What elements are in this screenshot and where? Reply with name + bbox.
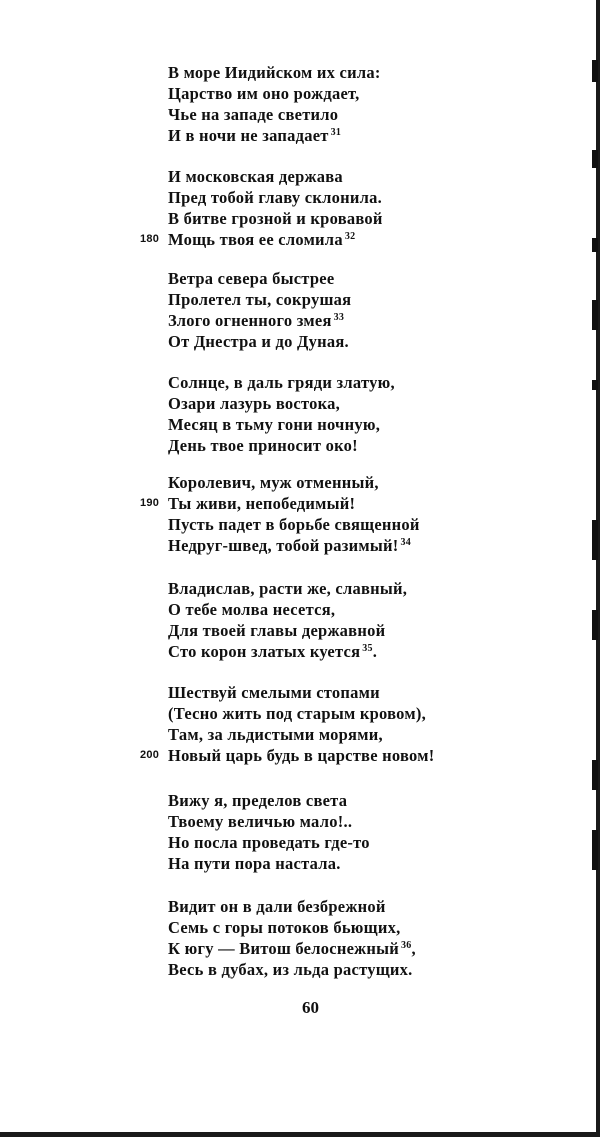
- verse-line: [168, 620, 568, 641]
- verse-text: Новый царь будь в царстве новом!: [168, 746, 435, 765]
- verse-text: Пусть падет в борьбе священной: [168, 515, 420, 534]
- verse-line: [168, 599, 568, 620]
- verse-text: Царство им оно рождает,: [168, 84, 360, 103]
- verse-line: [168, 682, 568, 703]
- verse-line: [168, 641, 568, 662]
- verse-punctuation: ,: [411, 939, 416, 958]
- verse-text: От Днестра и до Дуная.: [168, 332, 349, 351]
- verse-text: На пути пора настала.: [168, 854, 341, 873]
- verse-text: Ты живи, непобедимый!: [168, 494, 356, 513]
- verse-line: [168, 578, 568, 599]
- verse-line: [168, 187, 568, 208]
- page-edge-mark: [592, 60, 598, 82]
- verse-line: [168, 959, 568, 980]
- page-edge-mark: [592, 520, 598, 560]
- verse-text: Чье на западе светило: [168, 105, 339, 124]
- verse-line: [168, 435, 568, 456]
- verse-line: [168, 917, 568, 938]
- verse-punctuation: .: [372, 642, 378, 661]
- verse-text: Солнце, в даль гряди златую,: [168, 373, 395, 392]
- verse-text: Видит он в дали безбрежной: [168, 897, 386, 916]
- verse-line: [168, 310, 568, 331]
- verse-line: [168, 724, 568, 745]
- page-edge-mark: [592, 238, 598, 252]
- page-edge-mark: [592, 380, 598, 390]
- verse-line: [168, 703, 568, 724]
- stanza: [168, 372, 568, 456]
- page-edge-mark: [592, 300, 598, 330]
- verse-line: [168, 125, 568, 146]
- verse-text: Твоему величью мало!..: [168, 812, 353, 831]
- verse-text: Для твоей главы державной: [168, 621, 386, 640]
- verse-line: [168, 83, 568, 104]
- stanza: [168, 578, 568, 662]
- stanza: [168, 268, 568, 352]
- page-edge-mark: [592, 830, 598, 870]
- verse-text: Весь в дубах, из льда растущих.: [168, 960, 413, 979]
- verse-line: [168, 514, 568, 535]
- page-edge-mark: [592, 610, 598, 640]
- verse-text: Пред тобой главу склонила.: [168, 188, 383, 207]
- page-edge-bottom: [0, 1132, 600, 1137]
- verse-line: [168, 832, 568, 853]
- footnote-ref: 34: [400, 536, 412, 548]
- verse-text: О тебе молва несется,: [168, 600, 336, 619]
- verse-line: [140, 493, 568, 514]
- stanza: [168, 896, 568, 980]
- page-edge-mark: [592, 150, 598, 168]
- verse-text: Злого огненного змея: [168, 311, 332, 330]
- line-number: 180: [140, 233, 160, 245]
- stanza: [140, 682, 568, 766]
- verse-text: Вижу я, пределов света: [168, 791, 348, 810]
- verse-text: Там, за льдистыми морями,: [168, 725, 383, 744]
- verse-line: [168, 472, 568, 493]
- footnote-ref: 32: [344, 230, 356, 242]
- verse-line: [168, 535, 568, 556]
- verse-text: Семь с горы потоков бьющих,: [168, 918, 401, 937]
- footnote-ref: 36: [401, 939, 412, 951]
- verse-text: Королевич, муж отменный,: [168, 473, 379, 492]
- verse-line: [168, 289, 568, 310]
- verse-line: [168, 938, 568, 959]
- verse-line: [168, 62, 568, 83]
- verse-text: Но посла проведать где-то: [168, 833, 370, 852]
- verse-line: [168, 268, 568, 289]
- verse-line: [140, 745, 568, 766]
- verse-text: Мощь твоя ее сломила: [168, 230, 343, 249]
- verse-text: Владислав, расти же, славный,: [168, 579, 408, 598]
- stanza: [140, 166, 568, 250]
- verse-line: [168, 393, 568, 414]
- verse-line: [168, 208, 568, 229]
- verse-line: [168, 331, 568, 352]
- footnote-ref: 33: [333, 311, 345, 323]
- verse-line: [168, 853, 568, 874]
- footnote-ref: 35: [362, 642, 373, 654]
- verse-line: [168, 414, 568, 435]
- stanza: [168, 790, 568, 874]
- verse-line: [140, 229, 568, 250]
- verse-text: Месяц в тьму гони ночную,: [168, 415, 381, 434]
- verse-text: В море Иидийском их сила:: [168, 63, 381, 82]
- verse-text: И в ночи не западает: [168, 126, 329, 145]
- verse-text: И московская держава: [168, 167, 343, 186]
- verse-text: Ветра севера быстрее: [168, 269, 335, 288]
- stanza: [168, 62, 568, 146]
- verse-line: [168, 104, 568, 125]
- line-number: 190: [140, 497, 160, 509]
- verse-line: [168, 811, 568, 832]
- verse-text: Сто корон златых куется: [168, 642, 361, 661]
- verse-text: Шествуй смелыми стопами: [168, 683, 380, 702]
- verse-text: Озари лазурь востока,: [168, 394, 340, 413]
- verse-text: В битве грозной и кровавой: [168, 209, 383, 228]
- verse-text: К югу — Витош белоснежный: [168, 939, 400, 958]
- verse-text: (Тесно жить под старым кровом),: [168, 704, 426, 723]
- page-edge-mark: [592, 760, 598, 790]
- footnote-ref: 31: [330, 126, 342, 138]
- verse-line: [168, 790, 568, 811]
- verse-line: [168, 166, 568, 187]
- page-edge-right: [596, 0, 600, 1137]
- verse-text: День твое приносит око!: [168, 436, 358, 455]
- stanza: [140, 472, 568, 556]
- verse-line: [168, 896, 568, 917]
- verse-line: [168, 372, 568, 393]
- page-number-text: 60: [302, 998, 319, 1017]
- verse-text: Недруг-швед, тобой разимый!: [168, 536, 399, 555]
- verse-text: Пролетел ты, сокрушая: [168, 290, 352, 309]
- line-number: 200: [140, 749, 160, 761]
